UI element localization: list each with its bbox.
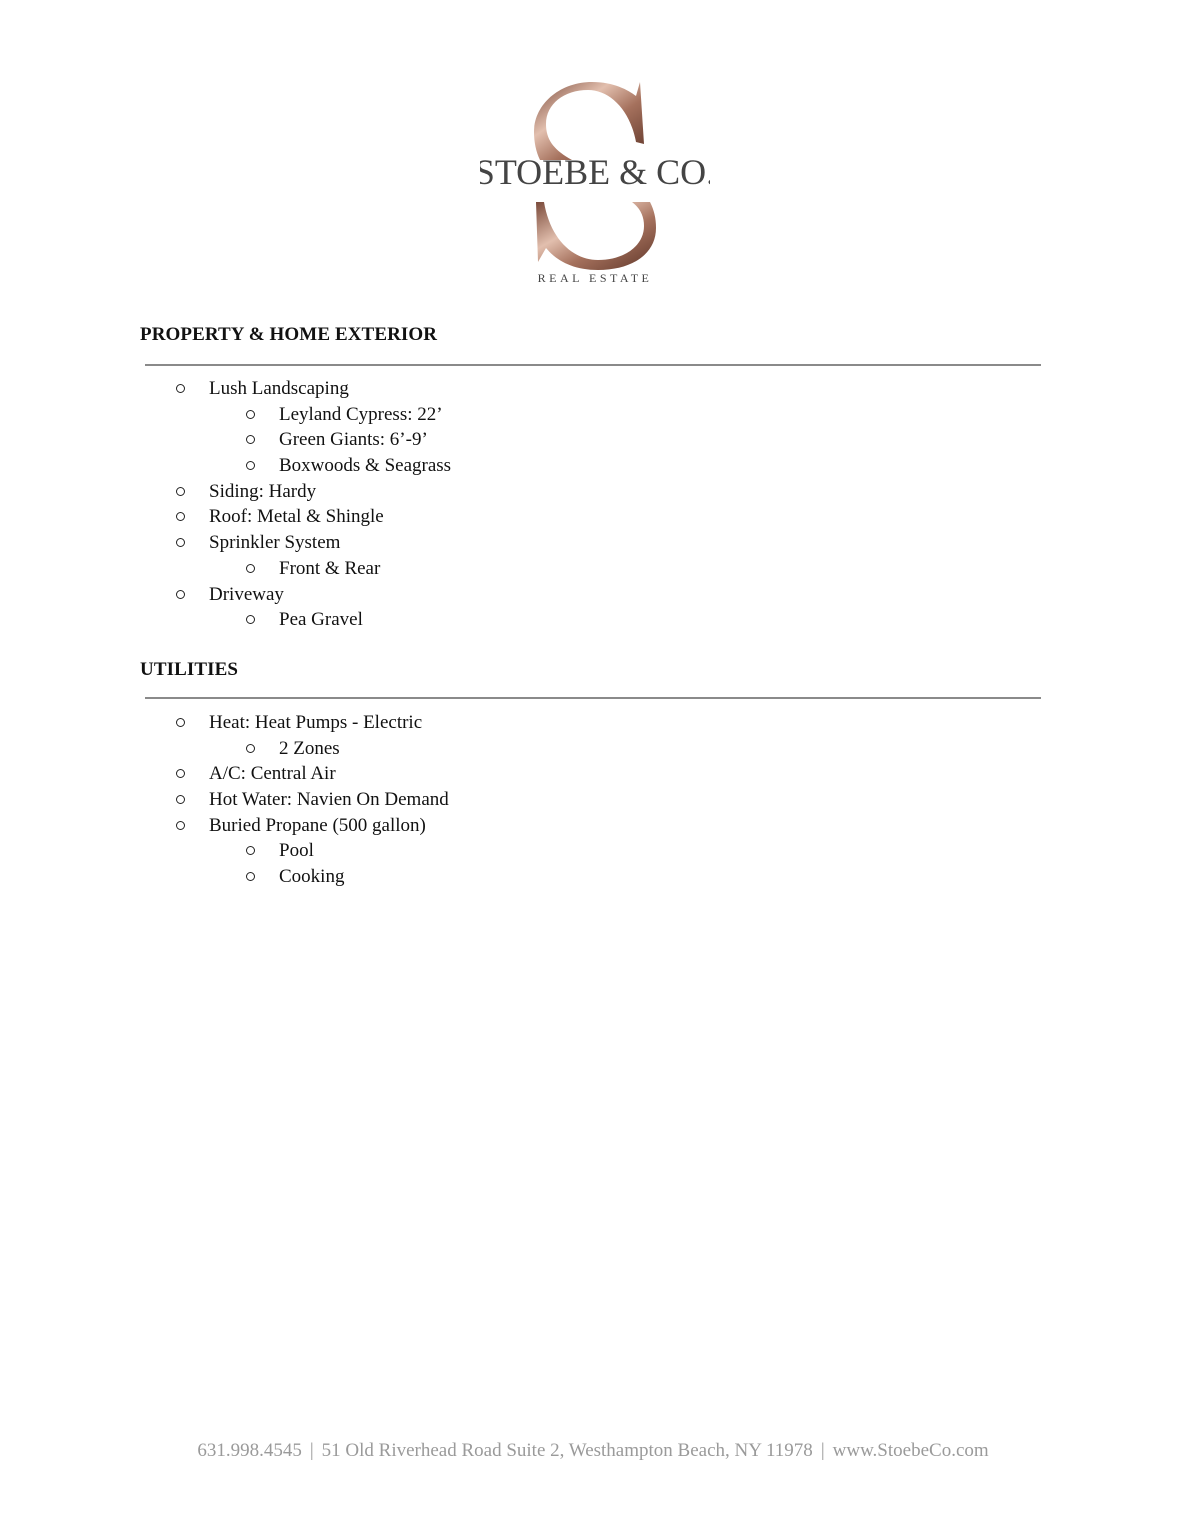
footer-separator: |: [309, 1440, 314, 1461]
footer-address: 51 Old Riverhead Road Suite 2, Westhampton Beach, NY 11978: [321, 1440, 813, 1461]
hollow-bullet-icon: [246, 872, 255, 881]
company-logo: [480, 70, 710, 295]
hollow-bullet-icon: [246, 410, 255, 419]
footer-phone: 631.998.4545: [197, 1440, 302, 1461]
hollow-bullet-icon: [176, 538, 185, 547]
hollow-bullet-icon: [246, 435, 255, 444]
section-title-utilities: UTILITIES: [140, 659, 239, 680]
section-title-property-exterior: PROPERTY & HOME EXTERIOR: [140, 324, 438, 345]
hollow-bullet-icon: [176, 590, 185, 599]
hollow-bullet-icon: [246, 744, 255, 753]
hollow-bullet-icon: [246, 615, 255, 624]
hollow-bullet-icon: [176, 769, 185, 778]
footer-website-link[interactable]: www.StoebeCo.com: [832, 1440, 989, 1461]
section-divider: [145, 697, 1041, 699]
hollow-bullet-icon: [246, 461, 255, 470]
hollow-bullet-icon: [246, 846, 255, 855]
hollow-bullet-icon: [176, 795, 185, 804]
stoebe-logo-mark: [480, 70, 710, 295]
section-divider: [145, 364, 1041, 366]
hollow-bullet-icon: [176, 821, 185, 830]
hollow-bullet-icon: [176, 718, 185, 727]
hollow-bullet-icon: [176, 512, 185, 521]
footer-separator: |: [820, 1440, 825, 1461]
page-footer: [0, 1440, 1186, 1462]
hollow-bullet-icon: [246, 564, 255, 573]
hollow-bullet-icon: [176, 487, 185, 496]
brand-tagline: REAL ESTATE: [537, 271, 653, 285]
brand-wordmark: STOEBE & CO.: [480, 152, 710, 192]
hollow-bullet-icon: [176, 384, 185, 393]
